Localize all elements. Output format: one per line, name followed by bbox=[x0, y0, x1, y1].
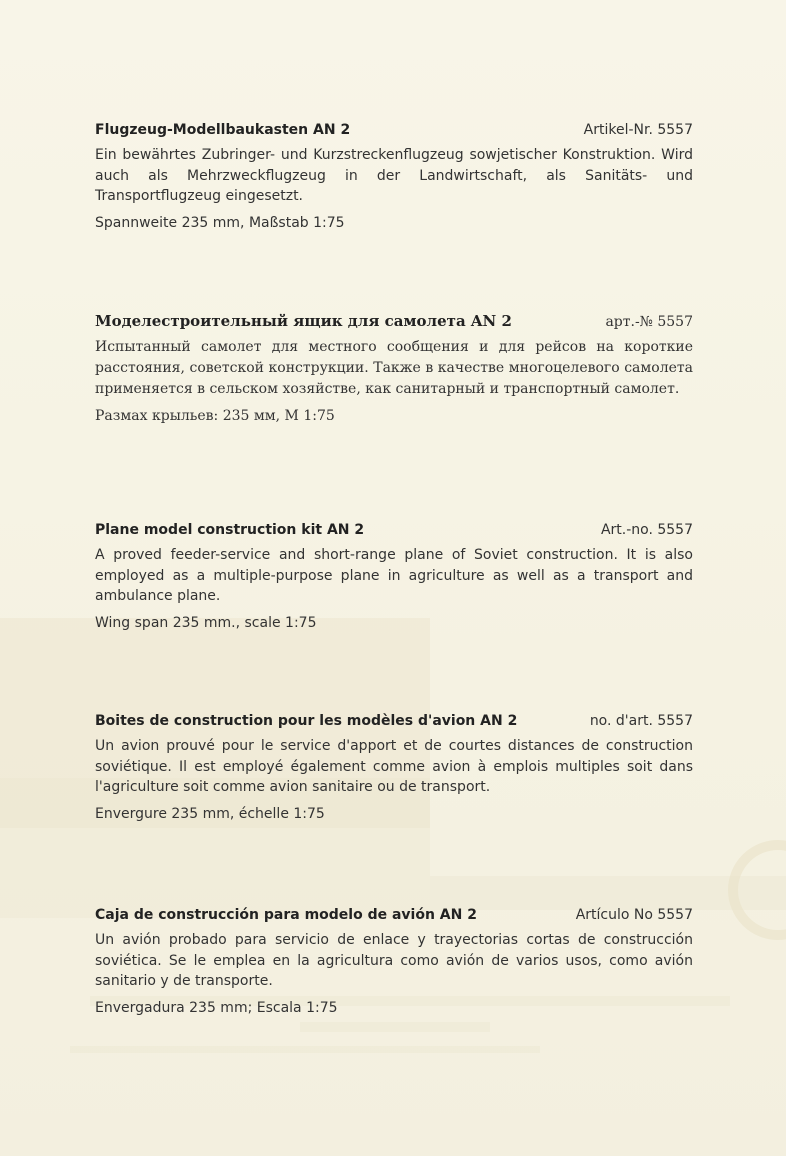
bleed-through-text bbox=[70, 1046, 540, 1053]
entry-title: Flugzeug-Modellbaukasten AN 2 bbox=[95, 122, 351, 138]
article-number: Artikel-Nr. 5557 bbox=[583, 122, 693, 138]
entry-header bbox=[95, 713, 693, 729]
entry-description: Ein bewährtes Zubringer- und Kurzstreckenflugzeug sowjetischer Konstruktion. Wird auch als Mehrzweckflugzeug in der Landwirtschaft, als Sanitäts- und Transportflugzeug eingesetzt. bbox=[95, 147, 693, 204]
entry-header bbox=[95, 522, 693, 538]
entry-french bbox=[95, 713, 693, 822]
entry-header bbox=[95, 907, 693, 923]
article-number: no. d'art. 5557 bbox=[589, 713, 693, 729]
entry-title: Plane model construction kit AN 2 bbox=[95, 522, 365, 538]
entry-description: Испытанный самолет для местного сообщения и для рейсов на короткие расстояния, советской конструкции. Также в качестве многоцелевого самолета применяется в сельском хозяйстве, как санитарный и транспортный самолет. bbox=[95, 339, 693, 397]
entry-description: Un avion prouvé pour le service d'apport et de courtes distances de construction soviétique. Il est employé également comme avion à emplois multiples soit dans l'agriculture soit comme avion sanitaire ou de transport. bbox=[95, 738, 693, 795]
entry-english bbox=[95, 522, 693, 631]
entry-spec: Размах крыльев: 235 мм, М 1:75 bbox=[95, 408, 335, 424]
bleed-through-text bbox=[300, 1022, 490, 1032]
entry-description: Un avión probado para servicio de enlace y trayectorias cortas de construcción soviética. Se le emplea en la agricultura como avión de varios usos, como avión sanitario y de transporte. bbox=[95, 932, 693, 989]
bleed-through-logo bbox=[728, 840, 786, 940]
entry-header bbox=[95, 122, 693, 138]
entry-spec: Envergadura 235 mm; Escala 1:75 bbox=[95, 999, 338, 1016]
entry-title: Caja de construcción para modelo de avión AN 2 bbox=[95, 907, 477, 923]
entry-title: Boites de construction pour les modèles d'avion AN 2 bbox=[95, 713, 518, 729]
entry-description: A proved feeder-service and short-range plane of Soviet construction. It is also employed as a multiple-purpose plane in agriculture as well as a transport and ambulance plane. bbox=[95, 547, 693, 604]
entry-spec: Wing span 235 mm., scale 1:75 bbox=[95, 614, 317, 631]
entry-spanish bbox=[95, 907, 693, 1016]
article-number: арт.-№ 5557 bbox=[605, 314, 693, 330]
entry-header bbox=[95, 312, 693, 330]
entry-spec: Envergure 235 mm, échelle 1:75 bbox=[95, 805, 325, 822]
entry-german bbox=[95, 122, 693, 231]
article-number: Artículo No 5557 bbox=[575, 907, 693, 923]
entry-title: Моделестроительный ящик для самолета AN 2 bbox=[95, 312, 512, 330]
article-number: Art.-no. 5557 bbox=[600, 522, 693, 538]
entry-russian bbox=[95, 312, 693, 424]
entry-spec: Spannweite 235 mm, Maßstab 1:75 bbox=[95, 214, 345, 231]
